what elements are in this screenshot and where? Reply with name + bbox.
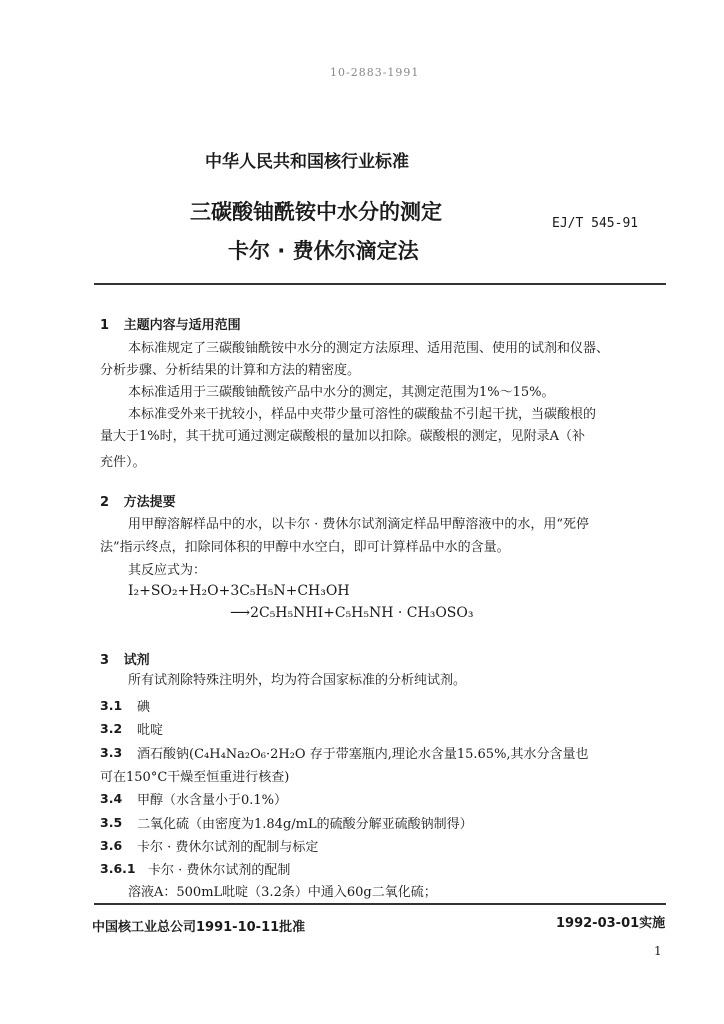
section-title: 主题内容与适用范围 bbox=[123, 318, 241, 333]
document-title-line1: 三碳酸铀酰铵中水分的测定 bbox=[190, 200, 442, 224]
effective-date: 1992-03-01实施 bbox=[556, 916, 666, 931]
approval-date: 中国核工业总公司1991-10-11批准 bbox=[92, 920, 306, 935]
paragraph-line: 本标准适用于三碳酸铀酰铵产品中水分的测定，其测定范围为1%～15%。 bbox=[128, 385, 555, 400]
section-number: 2 bbox=[100, 495, 110, 510]
item-text: 卡尔 · 费休尔试剂的配制 bbox=[148, 863, 291, 878]
org-title: 中华人民共和国核行业标准 bbox=[205, 152, 409, 172]
paragraph-line: 本标准受外来干扰较小，样品中夹带少量可溶性的碳酸盐不引起干扰，当碳酸根的 bbox=[128, 407, 597, 422]
section-1-heading bbox=[100, 314, 241, 333]
item-text: 吡啶 bbox=[137, 723, 164, 738]
item-number: 3.6.1 bbox=[100, 861, 136, 876]
item-text: 酒石酸钠(C₄H₄Na₂O₆·2H₂O 存于带塞瓶内,理论水含量15.65%,其水分含量也 bbox=[137, 747, 589, 762]
standard-number: EJ/T 545-91 bbox=[552, 216, 639, 231]
paragraph-line: 法”指示终点，扣除同体积的甲醇中水空白，即可计算样品中水的含量。 bbox=[100, 540, 510, 555]
item-text: 碘 bbox=[137, 700, 151, 715]
footer-divider bbox=[94, 903, 666, 905]
section-number: 3 bbox=[100, 653, 110, 668]
item-text: 甲醇（水含量小于0.1%） bbox=[137, 793, 288, 808]
section-number: 1 bbox=[100, 318, 110, 333]
item-number: 3.3 bbox=[100, 745, 123, 760]
item-text-continued: 可在150°C干燥至恒重进行核查) bbox=[100, 770, 290, 785]
section-3-heading bbox=[100, 649, 150, 668]
header-divider bbox=[94, 283, 666, 285]
paragraph-line: 本标准规定了三碳酸铀酰铵中水分的测定方法原理、适用范围、使用的试剂和仪器、 bbox=[128, 341, 610, 356]
document-title-line2: 卡尔 · 费休尔滴定法 bbox=[228, 239, 419, 263]
reaction-equation-products: ⟶2C₅H₅NHI+C₅H₅NH · CH₃OSO₃ bbox=[230, 605, 474, 621]
paragraph-line: 量大于1%时，其干扰可通过测定碳酸根的量加以扣除。碳酸根的测定，见附录A（补 bbox=[100, 429, 586, 444]
section-title: 试剂 bbox=[123, 653, 150, 668]
paragraph-line: 用甲醇溶解样品中的水，以卡尔 · 费休尔试剂滴定样品甲醇溶液中的水，用“死停 bbox=[128, 517, 590, 532]
paragraph-line: 其反应式为： bbox=[128, 563, 207, 578]
paragraph-line: 充件）。 bbox=[100, 455, 146, 470]
item-text: 卡尔 · 费休尔试剂的配制与标定 bbox=[137, 840, 319, 855]
item-number: 3.1 bbox=[100, 698, 123, 713]
paragraph-line: 所有试剂除特殊注明外，均为符合国家标准的分析纯试剂。 bbox=[128, 673, 467, 688]
item-number: 3.5 bbox=[100, 815, 123, 830]
section-title: 方法提要 bbox=[123, 495, 176, 510]
item-text: 二氧化硫（由密度为1.84g/mL的硫酸分解亚硫酸钠制得） bbox=[137, 817, 473, 832]
item-text-continued: 溶液A：500mL吡啶（3.2条）中通入60g二氧化硫； bbox=[128, 885, 437, 900]
section-2-heading bbox=[100, 491, 176, 510]
page-number: 1 bbox=[654, 944, 662, 958]
header-code: 10-2883-1991 bbox=[330, 66, 420, 79]
item-number: 3.6 bbox=[100, 838, 123, 853]
reaction-equation-reactants: I₂+SO₂+H₂O+3C₅H₅N+CH₃OH bbox=[128, 583, 350, 599]
item-number: 3.2 bbox=[100, 721, 123, 736]
paragraph-line: 分析步骤、分析结果的计算和方法的精密度。 bbox=[100, 363, 361, 378]
item-number: 3.4 bbox=[100, 791, 123, 806]
